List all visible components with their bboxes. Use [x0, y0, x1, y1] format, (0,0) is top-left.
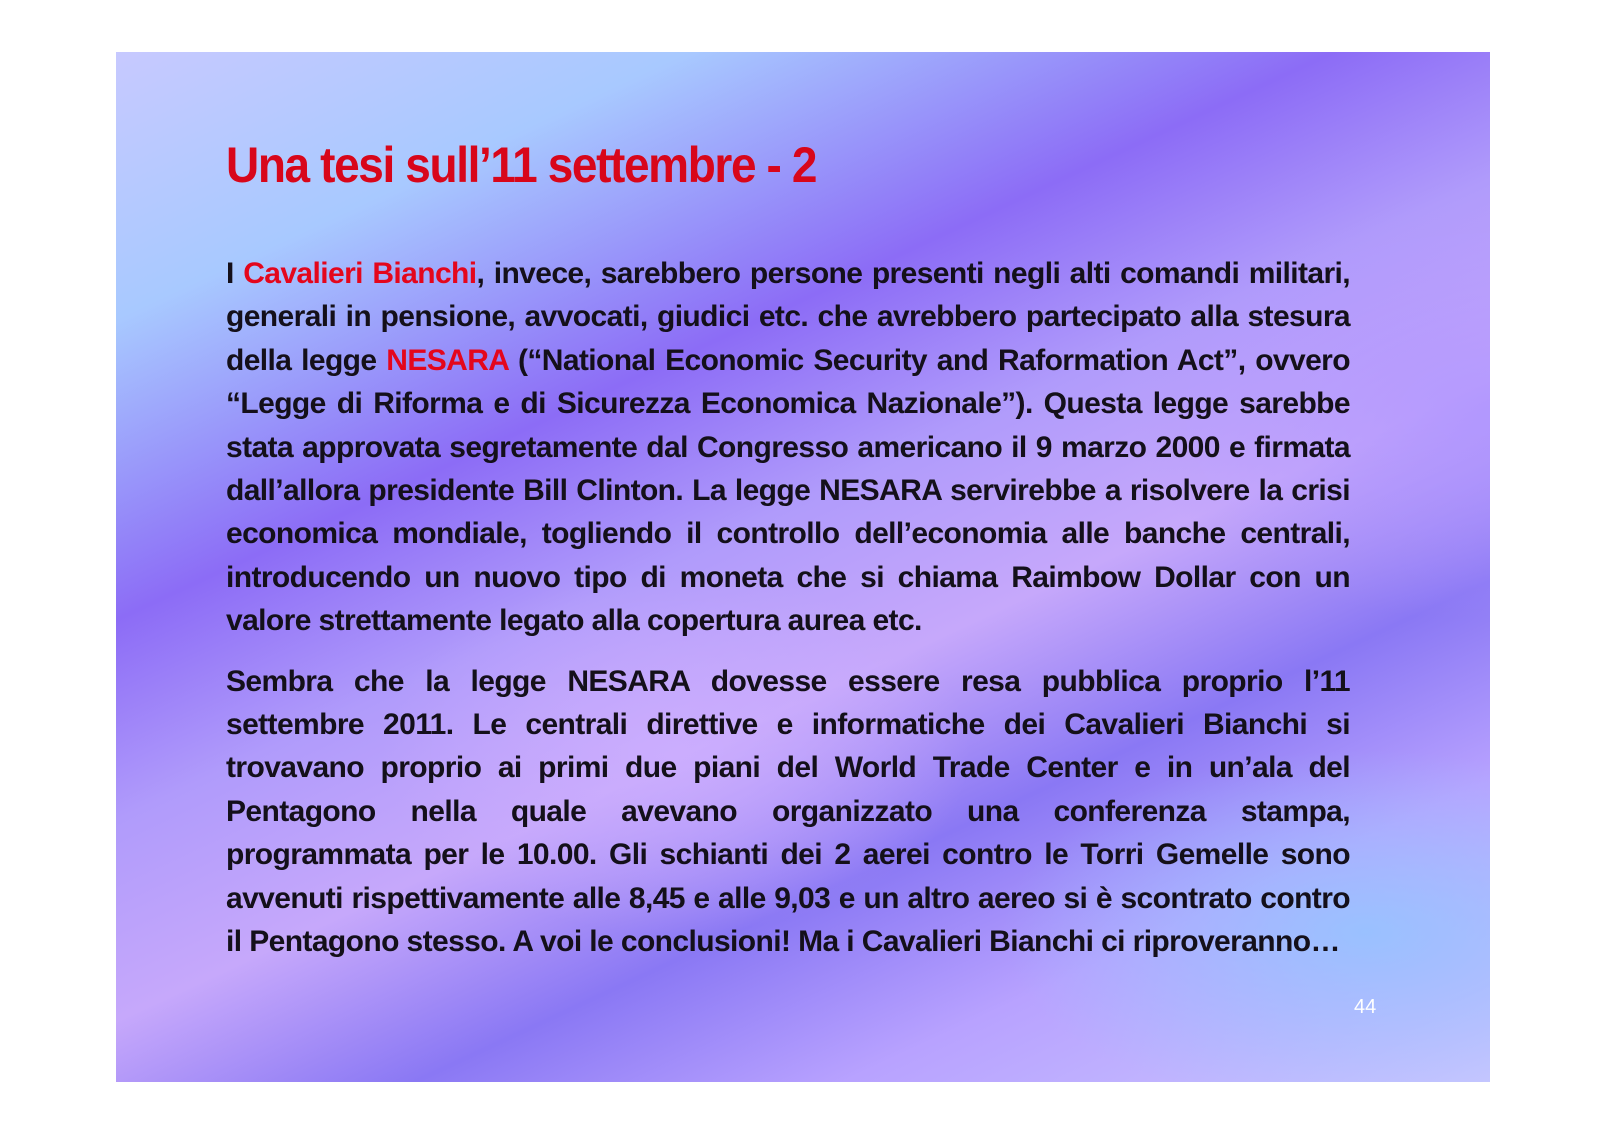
paragraph-2: Sembra che la legge NESARA dovesse essere resa pubblica proprio l’11 settembre 2011. Le centrali direttive e informatiche dei Cavalieri Bianchi si trovavano proprio ai primi due piani del World Trade Center e in un’ala del Pentagono nella quale avevano organizzato una conferenza stampa, programmata per le 10.00. Gli schianti dei 2 aerei contro le Torri Gemelle sono avvenuti rispettivamente alle 8,45 e alle 9,03 e un altro aereo si è scontrato contro il Pentagono stesso. A voi le conclusioni! Ma i Cavalieri Bianchi ci riproveranno… — [226, 664, 1350, 959]
paragraph-1-text-a: , invece, sarebbero persone presenti negli alti comandi militari, generali in pensione, avvocati, giudici etc. che avrebbero partecipato alla stesura della legge — [226, 257, 1350, 377]
slide — [116, 52, 1490, 1082]
paragraph-1-intro: I — [226, 257, 244, 290]
paragraph-1-text-b: (“National Economic Security and Raformation Act”, ovvero “Legge di Riforma e di Sicurezza Economica Nazionale”). Questa legge sarebbe stata approvata segretamente dal Congresso americano il 9 marzo 2000 e firmata dall’allora presidente Bill Clinton. La legge NESARA servirebbe a risolvere la crisi economica mondiale, togliendo il controllo dell’economia alle banche centrali, introducendo un nuovo tipo di moneta che si chiama Raimbow Dollar con un valore strettamente legato alla copertura aurea etc. — [226, 343, 1350, 638]
highlight-nesara: NESARA — [386, 343, 509, 377]
slide-title: Una tesi sull’11 settembre - 2 — [226, 137, 817, 193]
page-number: 44 — [1354, 996, 1377, 1018]
highlight-cavalieri-bianchi: Cavalieri Bianchi — [243, 257, 477, 290]
slide-body — [226, 252, 1350, 964]
paragraph-1 — [226, 252, 1350, 643]
